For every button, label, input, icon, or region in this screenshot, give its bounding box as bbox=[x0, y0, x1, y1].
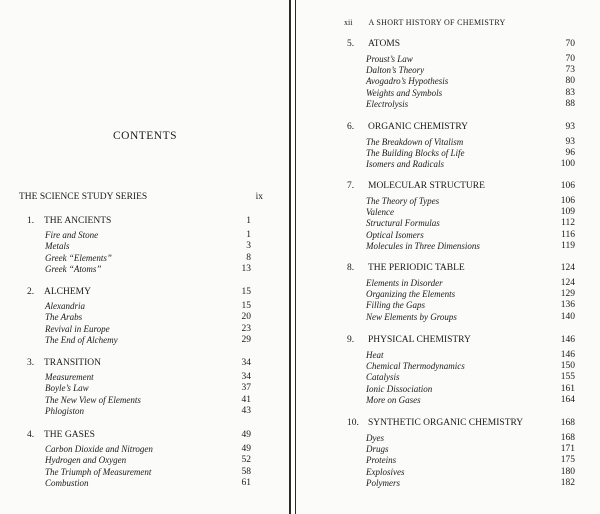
section-page: 1 bbox=[246, 230, 251, 240]
section-row bbox=[366, 361, 575, 373]
section-page: 83 bbox=[565, 87, 575, 98]
section-page: 23 bbox=[241, 323, 251, 334]
section-row bbox=[366, 384, 575, 396]
chapter-row bbox=[27, 358, 251, 370]
section-title: More on Gases bbox=[366, 394, 421, 405]
section-row bbox=[366, 444, 575, 456]
folio: xii bbox=[344, 18, 353, 27]
section-title: Elements in Disorder bbox=[366, 278, 443, 288]
section-page: 171 bbox=[560, 444, 575, 455]
section-row bbox=[45, 406, 251, 418]
section-title: The Triumph of Measurement bbox=[45, 466, 152, 477]
section-title: Hydrogen and Oxygen bbox=[45, 455, 127, 466]
section-title: New Elements by Groups bbox=[366, 311, 457, 322]
section-title: Valence bbox=[366, 207, 394, 218]
section-row bbox=[366, 99, 575, 111]
section-row bbox=[366, 88, 575, 100]
chapter-number: 6. bbox=[347, 122, 355, 132]
section-row bbox=[45, 230, 251, 242]
section-title: Explosives bbox=[366, 466, 405, 477]
section-page: 124 bbox=[560, 278, 575, 288]
section-title: Polymers bbox=[366, 477, 400, 488]
section-row bbox=[366, 278, 575, 290]
section-title: Structural Formulas bbox=[366, 218, 440, 229]
section-row bbox=[366, 395, 575, 407]
section-page: 136 bbox=[560, 300, 575, 311]
section-page: 88 bbox=[565, 98, 575, 109]
chapter-page: 34 bbox=[241, 358, 251, 368]
section-title: Ionic Dissociation bbox=[366, 383, 433, 394]
section-row bbox=[366, 289, 575, 301]
chapter-title: TRANSITION bbox=[44, 358, 101, 368]
section-page: 116 bbox=[561, 229, 575, 240]
chapter-page: 93 bbox=[565, 122, 575, 132]
section-page: 34 bbox=[241, 372, 251, 382]
section-title: Weights and Symbols bbox=[366, 87, 443, 98]
chapter-number: 4. bbox=[27, 430, 35, 440]
section-page: 41 bbox=[241, 394, 251, 405]
section-page: 15 bbox=[241, 301, 251, 311]
section-title: Filling the Gaps bbox=[366, 300, 425, 311]
section-page: 93 bbox=[565, 137, 575, 147]
section-page: 37 bbox=[241, 383, 251, 394]
chapter-title: PHYSICAL CHEMISTRY bbox=[368, 335, 471, 345]
section-row bbox=[366, 312, 575, 324]
chapter-number: 7. bbox=[347, 181, 355, 191]
section-page: 73 bbox=[565, 65, 575, 76]
running-head-title: A SHORT HISTORY OF CHEMISTRY bbox=[368, 18, 506, 27]
chapter-page: 168 bbox=[560, 418, 575, 428]
section-title: Molecules in Three Dimensions bbox=[366, 240, 480, 251]
chapter-row bbox=[347, 39, 575, 51]
section-row bbox=[366, 76, 575, 88]
section-page: 129 bbox=[560, 289, 575, 300]
section-title: Dalton’s Theory bbox=[366, 65, 425, 76]
section-page: 29 bbox=[241, 334, 251, 345]
section-page: 140 bbox=[560, 311, 575, 322]
section-row bbox=[45, 301, 251, 313]
chapter-row bbox=[347, 181, 575, 193]
section-page: 96 bbox=[565, 148, 575, 159]
chapter-number: 3. bbox=[27, 358, 35, 368]
section-row bbox=[366, 433, 575, 445]
section-page: 109 bbox=[560, 207, 575, 218]
chapter-row bbox=[27, 430, 251, 442]
section-page: 20 bbox=[241, 312, 251, 323]
chapter-page: 49 bbox=[241, 430, 251, 440]
chapter-page: 15 bbox=[241, 287, 251, 297]
section-page: 106 bbox=[560, 196, 575, 206]
chapter-title: THE GASES bbox=[44, 430, 95, 440]
section-row bbox=[366, 241, 575, 253]
section-title: Dyes bbox=[366, 433, 384, 443]
section-row bbox=[366, 218, 575, 230]
chapter-row bbox=[347, 335, 575, 347]
chapter-page: 106 bbox=[560, 181, 575, 191]
section-page: 150 bbox=[560, 361, 575, 372]
section-title: Proust’s Law bbox=[366, 54, 413, 64]
section-page: 164 bbox=[560, 394, 575, 405]
section-title: Drugs bbox=[366, 444, 389, 455]
section-page: 43 bbox=[241, 405, 251, 416]
section-row bbox=[366, 148, 575, 160]
section-row bbox=[45, 444, 251, 456]
section-title: Isomers and Radicals bbox=[366, 159, 444, 170]
section-title: Combustion bbox=[45, 477, 89, 488]
chapter-row bbox=[347, 418, 575, 430]
section-title: Organizing the Elements bbox=[366, 289, 456, 300]
section-title: Electrolysis bbox=[366, 98, 409, 109]
section-page: 52 bbox=[241, 455, 251, 466]
chapter-row bbox=[347, 263, 575, 275]
section-title: Carbon Dioxide and Nitrogen bbox=[45, 444, 153, 454]
section-row bbox=[366, 230, 575, 242]
section-title: Proteins bbox=[366, 455, 397, 466]
section-row bbox=[45, 372, 251, 384]
section-page: 80 bbox=[565, 76, 575, 87]
section-page: 13 bbox=[241, 263, 251, 274]
section-title: Heat bbox=[366, 350, 384, 360]
section-title: The Theory of Types bbox=[366, 196, 440, 206]
section-title: Revival in Europe bbox=[45, 323, 110, 334]
chapter-title: THE PERIODIC TABLE bbox=[368, 263, 465, 273]
section-row bbox=[45, 324, 251, 336]
section-row bbox=[45, 312, 251, 324]
section-page: 49 bbox=[241, 444, 251, 454]
section-page: 161 bbox=[560, 383, 575, 394]
section-title: Catalysis bbox=[366, 372, 400, 383]
section-page: 100 bbox=[560, 159, 575, 170]
chapter-title: THE ANCIENTS bbox=[44, 216, 112, 226]
section-row bbox=[366, 467, 575, 479]
section-row bbox=[45, 335, 251, 347]
section-row bbox=[45, 241, 251, 253]
section-row bbox=[366, 478, 575, 490]
chapter-number: 10. bbox=[347, 418, 359, 428]
section-row bbox=[366, 196, 575, 208]
chapter-page: 146 bbox=[560, 335, 575, 345]
section-page: 119 bbox=[561, 240, 575, 251]
section-row bbox=[45, 395, 251, 407]
series-row bbox=[19, 192, 263, 205]
section-row bbox=[366, 455, 575, 467]
chapter-title: MOLECULAR STRUCTURE bbox=[368, 181, 485, 191]
section-title: Metals bbox=[45, 241, 70, 252]
chapter-title: ATOMS bbox=[368, 39, 401, 49]
section-title: Phlogiston bbox=[45, 405, 85, 416]
chapter-number: 8. bbox=[347, 263, 355, 273]
section-page: 61 bbox=[241, 477, 251, 488]
chapter-number: 9. bbox=[347, 335, 355, 345]
section-page: 175 bbox=[560, 455, 575, 466]
running-head bbox=[344, 18, 506, 27]
section-row bbox=[366, 207, 575, 219]
chapter-row bbox=[347, 122, 575, 134]
section-title: The Breakdown of Vitalism bbox=[366, 137, 464, 147]
section-row bbox=[366, 350, 575, 362]
section-title: Optical Isomers bbox=[366, 229, 424, 240]
section-page: 168 bbox=[560, 433, 575, 443]
section-row bbox=[45, 383, 251, 395]
section-title: Greek “Elements” bbox=[45, 252, 112, 263]
section-page: 155 bbox=[560, 372, 575, 383]
section-page: 146 bbox=[560, 350, 575, 360]
section-page: 70 bbox=[565, 54, 575, 64]
series-page: ix bbox=[255, 192, 263, 202]
section-row bbox=[366, 372, 575, 384]
section-title: The Arabs bbox=[45, 312, 83, 323]
chapter-row bbox=[27, 287, 251, 299]
section-row bbox=[366, 159, 575, 171]
contents-title: CONTENTS bbox=[112, 130, 178, 142]
section-title: Avogadro’s Hypothesis bbox=[366, 76, 449, 87]
section-row bbox=[45, 478, 251, 490]
section-title: Alexandria bbox=[45, 301, 85, 311]
section-title: The End of Alchemy bbox=[45, 334, 118, 345]
chapter-number: 5. bbox=[347, 39, 355, 49]
chapter-page: 124 bbox=[560, 263, 575, 273]
section-page: 3 bbox=[246, 241, 251, 252]
section-row bbox=[45, 264, 251, 276]
section-title: Fire and Stone bbox=[45, 230, 99, 240]
gutter-divider bbox=[289, 0, 291, 514]
chapter-page: 1 bbox=[246, 216, 251, 226]
section-row bbox=[366, 65, 575, 77]
section-row bbox=[45, 253, 251, 265]
section-row bbox=[366, 300, 575, 312]
section-row bbox=[45, 455, 251, 467]
section-row bbox=[366, 137, 575, 149]
chapter-title: ORGANIC CHEMISTRY bbox=[368, 122, 469, 132]
section-title: The New View of Elements bbox=[45, 394, 141, 405]
section-row bbox=[366, 54, 575, 66]
chapter-page: 70 bbox=[565, 39, 575, 49]
section-title: Measurement bbox=[45, 372, 94, 382]
series-label: THE SCIENCE STUDY SERIES bbox=[19, 192, 148, 202]
chapter-row bbox=[27, 216, 251, 228]
section-page: 112 bbox=[561, 218, 575, 229]
section-row bbox=[45, 467, 251, 479]
section-page: 58 bbox=[241, 466, 251, 477]
section-title: Boyle’s Law bbox=[45, 383, 89, 394]
section-title: Greek “Atoms” bbox=[45, 263, 102, 274]
chapter-title: SYNTHETIC ORGANIC CHEMISTRY bbox=[368, 418, 524, 428]
chapter-number: 2. bbox=[27, 287, 35, 297]
section-page: 8 bbox=[246, 252, 251, 263]
section-title: Chemical Thermodynamics bbox=[366, 361, 465, 372]
section-page: 180 bbox=[560, 466, 575, 477]
section-page: 182 bbox=[560, 477, 575, 488]
section-title: The Building Blocks of Life bbox=[366, 148, 465, 159]
chapter-title: ALCHEMY bbox=[44, 287, 91, 297]
chapter-number: 1. bbox=[27, 216, 35, 226]
